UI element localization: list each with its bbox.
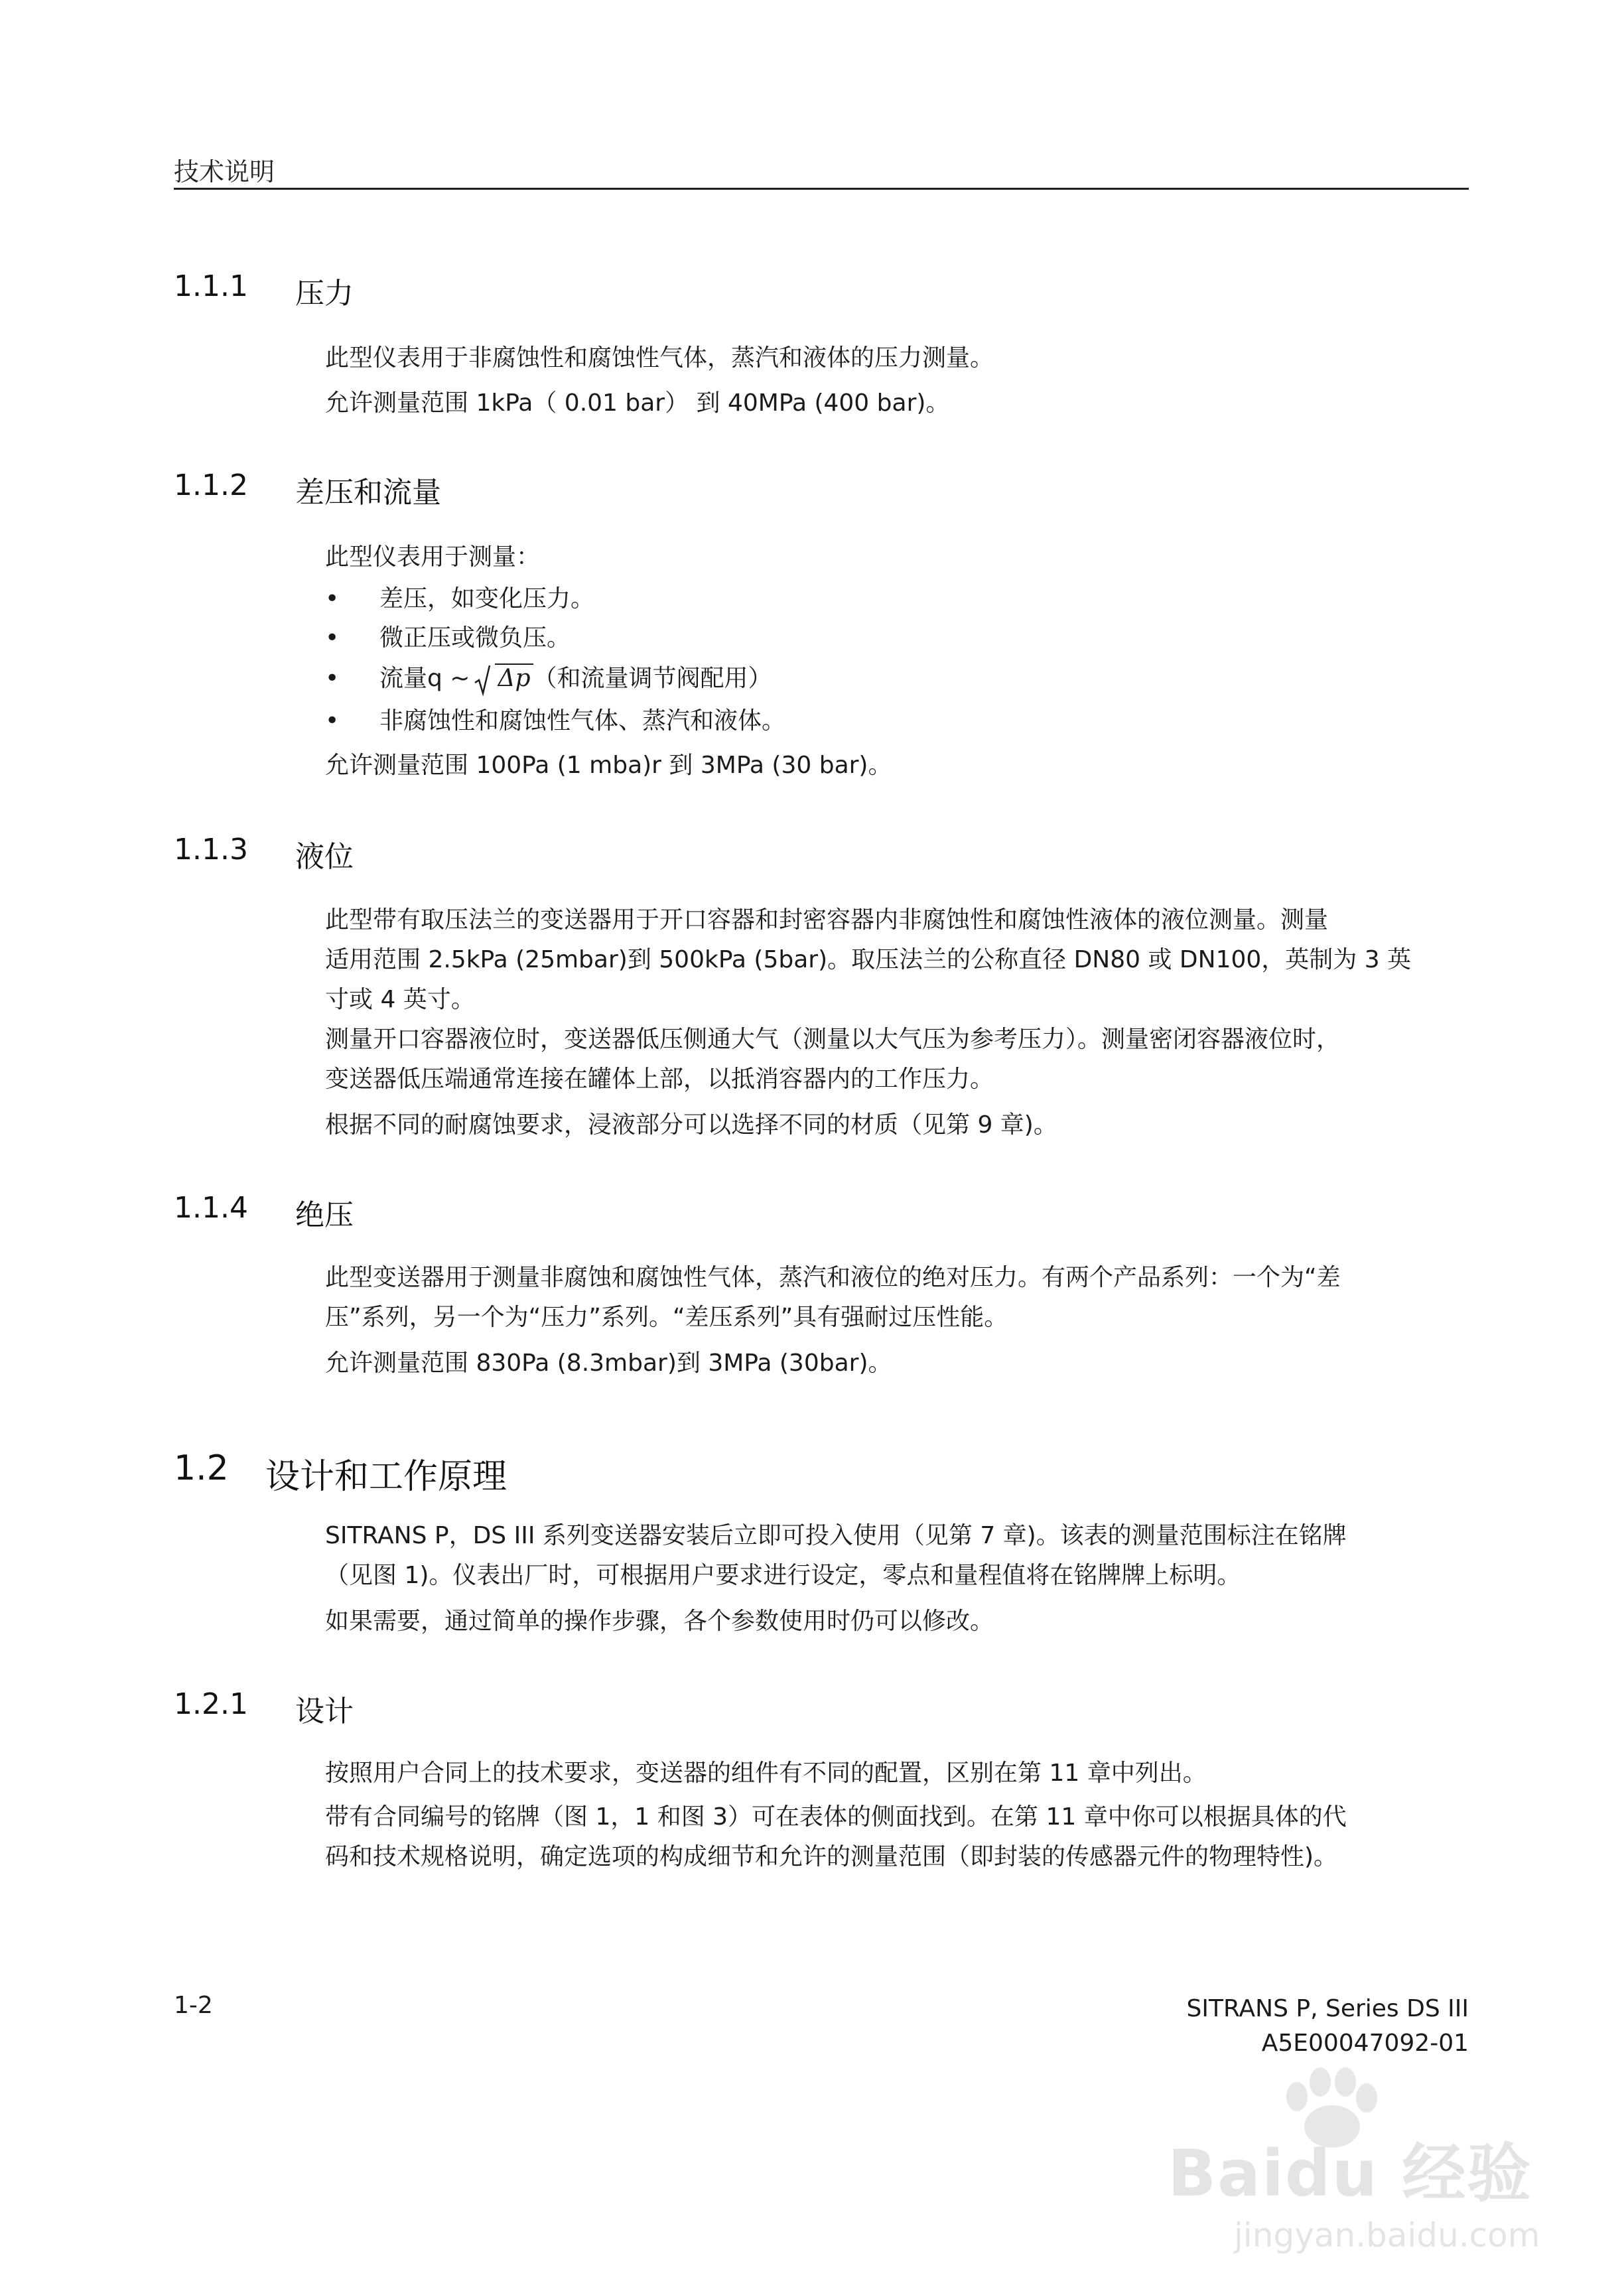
footer-document-info [1187,1992,1469,2061]
paragraph: 根据不同的耐腐蚀要求，浸液部分可以选择不同的材质（见第 9 章)。 [325,1111,1057,1139]
section-number: 1.2.1 [174,1687,248,1721]
paragraph: 带有合同编号的铭牌（图 1，1 和图 3）可在表体的侧面找到。在第 11 章中你可以根据具体的代 码和技术规格说明，确定选项的构成细节和允许的测量范围（即封装的传感器元件的物理特性)。 [325,1803,1347,1870]
watermark-brand: Baidu 经验 [1168,2136,1532,2211]
section-heading-1-2-1 [174,1687,705,1727]
paragraph: 测量开口容器液位时，变送器低压侧通大气（测量以大气压为参考压力）。测量密闭容器液位时， 变送器低压端通常连接在罐体上部，以抵消容器内的工作压力。 [325,1026,1341,1093]
paragraph: 允许测量范围 1kPa（ 0.01 bar） 到 40MPa (400 bar)。 [325,389,950,417]
section-heading-1-2 [174,1448,771,1495]
paragraph: 按照用户合同上的技术要求，变送器的组件有不同的配置，区别在第 11 章中列出。 [325,1760,1207,1787]
paragraph: 此型带有取压法兰的变送器用于开口容器和封密容器内非腐蚀性和腐蚀性液体的液位测量。测量 适用范围 2.5kPa (25mbar)到 500kPa (5bar)。取压法兰的公称直径 DN80 或 DN100，英制为 3 英 寸或 4 英寸。 [325,906,1412,1013]
section-heading-1-1-2 [174,468,705,508]
bullet-icon: • [325,585,340,612]
document-number: A5E00047092-01 [1261,2030,1469,2057]
bullet-icon: • [325,707,340,734]
section-title: 差压和流量 [295,476,441,510]
section-title: 设计和工作原理 [265,1457,508,1497]
paragraph: 此型变送器用于测量非腐蚀和腐蚀性气体，蒸汽和液位的绝对压力。有两个产品系列：一个为“差 压”系列，另一个为“压力”系列。“差压系列”具有强耐过压性能。 [325,1264,1341,1331]
running-header: 技术说明 [174,157,275,186]
flow-formula: Δp [495,663,533,692]
page-number: 1-2 [174,1992,213,2019]
watermark-url: jingyan.baidu.com [1234,2216,1540,2255]
section-heading-1-1-1 [174,269,705,309]
section-title: 压力 [295,277,354,311]
section-number: 1.1.3 [174,833,248,867]
flow-label: 流量q ~ [379,665,470,692]
section-number: 1.1.1 [174,269,248,303]
baidu-watermark [1154,2063,1579,2276]
square-root-icon [474,663,491,696]
section-title: 设计 [295,1695,354,1728]
section-heading-1-1-4 [174,1191,705,1231]
section-number: 1.2 [174,1448,229,1488]
bullet-icon: • [325,624,340,652]
bullet-icon: • [325,665,340,692]
paragraph: 此型仪表用于测量： [325,543,541,571]
paragraph: 如果需要，通过简单的操作步骤，各个参数使用时仍可以修改。 [325,1608,994,1635]
paragraph: SITRANS P，DS III 系列变送器安装后立即可投入使用（见第 7 章)。该表的测量范围标注在铭牌 （见图 1)。仪表出厂时，可根据用户要求进行设定，零点和量程值将在铭牌牌上标明。 [325,1522,1347,1589]
section-title: 液位 [295,840,354,874]
section-title: 绝压 [295,1198,354,1232]
section-number: 1.1.2 [174,468,248,502]
product-name: SITRANS P, Series DS III [1186,1995,1469,2022]
paragraph: 允许测量范围 100Pa (1 mba)r 到 3MPa (30 bar)。 [325,752,892,779]
paragraph: 允许测量范围 830Pa (8.3mbar)到 3MPa (30bar)。 [325,1350,892,1377]
section-heading-1-1-3 [174,833,705,872]
flow-suffix: （和流量调节阀配用） [533,665,772,692]
section-number: 1.1.4 [174,1191,248,1225]
header-divider [174,188,1469,190]
paragraph: 此型仪表用于非腐蚀性和腐蚀性气体，蒸汽和液体的压力测量。 [325,344,994,372]
